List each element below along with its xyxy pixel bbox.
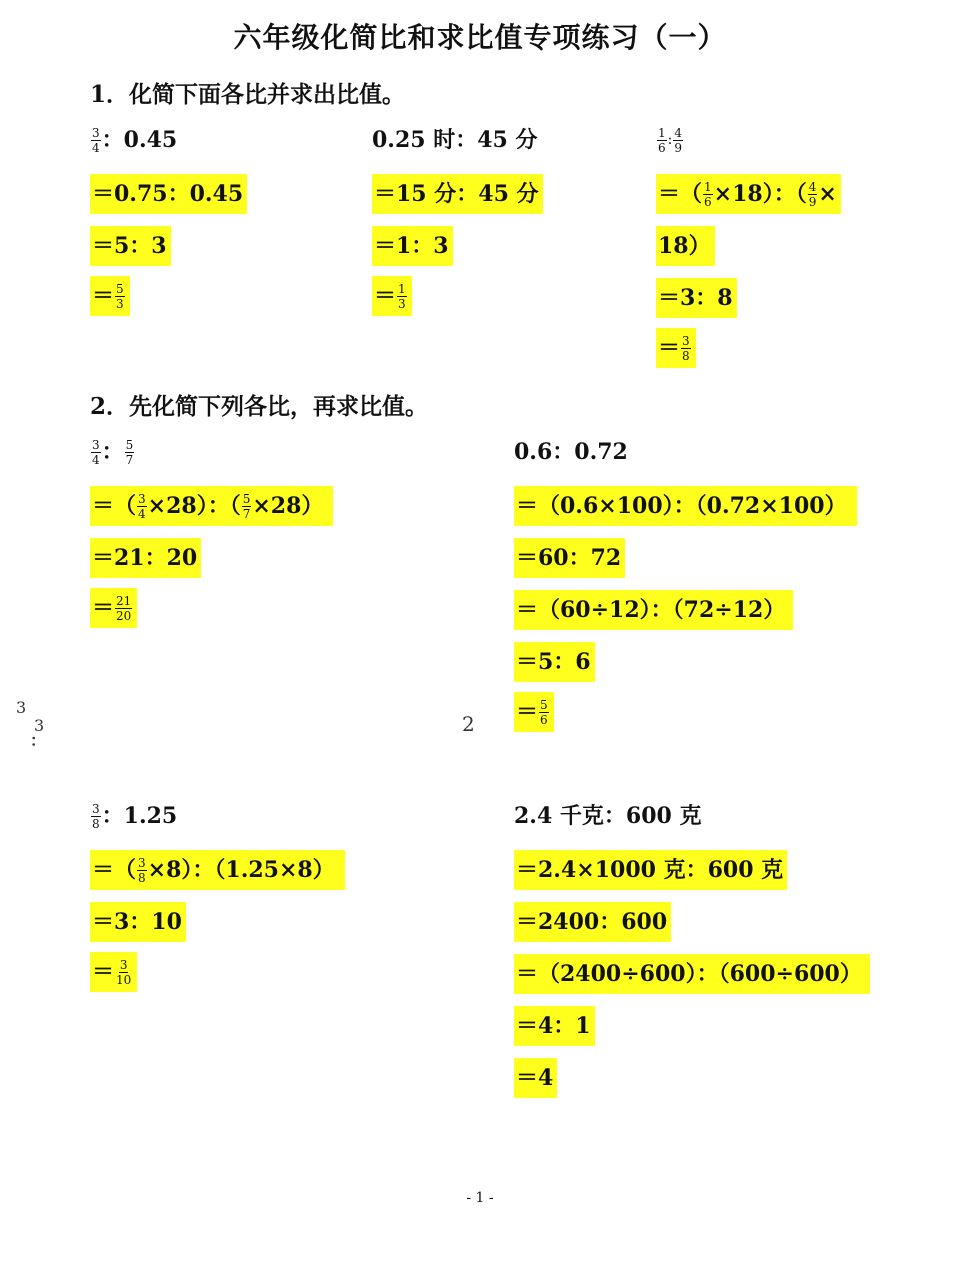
fraction: $\frac{1}{6}$ bbox=[658, 125, 666, 155]
q2-4-step-5: ＝4 bbox=[514, 1058, 557, 1098]
q2-4-step-2: ＝2400：600 bbox=[514, 902, 671, 942]
scan-fragment-colon: ： bbox=[30, 731, 47, 750]
q1-problem-3: $\frac{1}{6}$ : $\frac{4}{9}$ bbox=[658, 125, 682, 155]
fraction: $\frac{3}{8}$ bbox=[92, 801, 100, 831]
page-title: 六年级化简比和求比值专项练习（一） bbox=[233, 21, 727, 54]
q2-problem-3: $\frac{3}{8}$ ：1.25 bbox=[92, 801, 178, 831]
q1-2-step-2: ＝1：3 bbox=[372, 226, 453, 266]
scan-fragment-mid: 2 bbox=[462, 712, 475, 736]
q1-1-step-3: ＝ $\frac{5}{3}$ bbox=[90, 276, 130, 316]
q2-3-step-1: ＝（ $\frac{3}{8}$ ×8）：（1.25×8） bbox=[90, 850, 345, 890]
q1-2-step-1: ＝15 分：45 分 bbox=[372, 174, 543, 214]
q2-2-step-1: ＝（0.6×100）：（0.72×100） bbox=[514, 486, 857, 526]
fraction: $\frac{4}{9}$ bbox=[674, 125, 682, 155]
q1-3-step-3: ＝ $\frac{3}{8}$ bbox=[656, 328, 696, 368]
fraction: $\frac{3}{4}$ bbox=[92, 437, 100, 467]
q1-3-step-2: ＝3：8 bbox=[656, 278, 737, 318]
q1-1-step-1: ＝0.75：0.45 bbox=[90, 174, 247, 214]
q2-3-step-3: ＝ $\frac{3}{10}$ bbox=[90, 952, 137, 992]
fraction: $\frac{5}{7}$ bbox=[242, 491, 251, 521]
q2-1-step-1: ＝（ $\frac{3}{4}$ ×28）：（ $\frac{5}{7}$ ×28） bbox=[90, 486, 333, 526]
q2-2-step-3: ＝（60÷12）：（72÷12） bbox=[514, 590, 793, 630]
q2-1-step-2: ＝21：20 bbox=[90, 538, 201, 578]
q2-problem-2: 0.6：0.72 bbox=[514, 439, 628, 465]
fraction: $\frac{5}{6}$ bbox=[540, 697, 548, 727]
q1-problem-2: 0.25 时：45 分 bbox=[372, 127, 538, 153]
fraction: $\frac{3}{8}$ bbox=[682, 333, 690, 363]
q2-1-step-3: ＝ $\frac{21}{20}$ bbox=[90, 588, 137, 628]
fraction: $\frac{3}{10}$ bbox=[116, 957, 132, 987]
question-1-heading: 1．化简下面各比并求出比值。 bbox=[90, 81, 406, 108]
fraction: $\frac{3}{4}$ bbox=[138, 491, 146, 521]
q2-3-step-2: ＝3：10 bbox=[90, 902, 186, 942]
q2-4-step-1: ＝2.4×1000 克：600 克 bbox=[514, 850, 787, 890]
q1-1-step-2: ＝5：3 bbox=[90, 226, 171, 266]
q2-2-step-4: ＝5：6 bbox=[514, 642, 595, 682]
q1-problem-1: $\frac{3}{4}$ ：0.45 bbox=[92, 125, 178, 155]
q2-2-step-2: ＝60：72 bbox=[514, 538, 625, 578]
fraction: $\frac{1}{3}$ bbox=[398, 281, 406, 311]
fraction: $\frac{4}{9}$ bbox=[808, 179, 817, 209]
scan-fragment-left-2: 3 bbox=[34, 716, 45, 735]
q1-2-step-3: ＝ $\frac{1}{3}$ bbox=[372, 276, 412, 316]
fraction: $\frac{1}{6}$ bbox=[704, 179, 712, 209]
q2-problem-4: 2.4 千克：600 克 bbox=[514, 803, 702, 829]
page-number: - 1 - bbox=[466, 1190, 494, 1206]
scan-fragment-left: 3 bbox=[16, 698, 27, 717]
fraction: $\frac{5}{7}$ bbox=[125, 437, 134, 467]
fraction: $\frac{21}{20}$ bbox=[116, 593, 132, 623]
fraction: $\frac{3}{8}$ bbox=[138, 855, 146, 885]
q1-3-step-1: ＝（ $\frac{1}{6}$ ×18）：（ $\frac{4}{9}$ × bbox=[656, 174, 841, 214]
fraction: $\frac{5}{3}$ bbox=[116, 281, 124, 311]
q2-4-step-3: ＝（2400÷600）：（600÷600） bbox=[514, 954, 870, 994]
q1-3-step-1-cont: 18） bbox=[656, 226, 715, 266]
q2-2-step-5: ＝ $\frac{5}{6}$ bbox=[514, 692, 554, 732]
q2-4-step-4: ＝4：1 bbox=[514, 1006, 595, 1046]
q2-problem-1: $\frac{3}{4}$ ： $\frac{5}{7}$ bbox=[92, 437, 134, 467]
fraction: $\frac{3}{4}$ bbox=[92, 125, 100, 155]
question-2-heading: 2．先化简下列各比，再求比值。 bbox=[90, 393, 429, 420]
